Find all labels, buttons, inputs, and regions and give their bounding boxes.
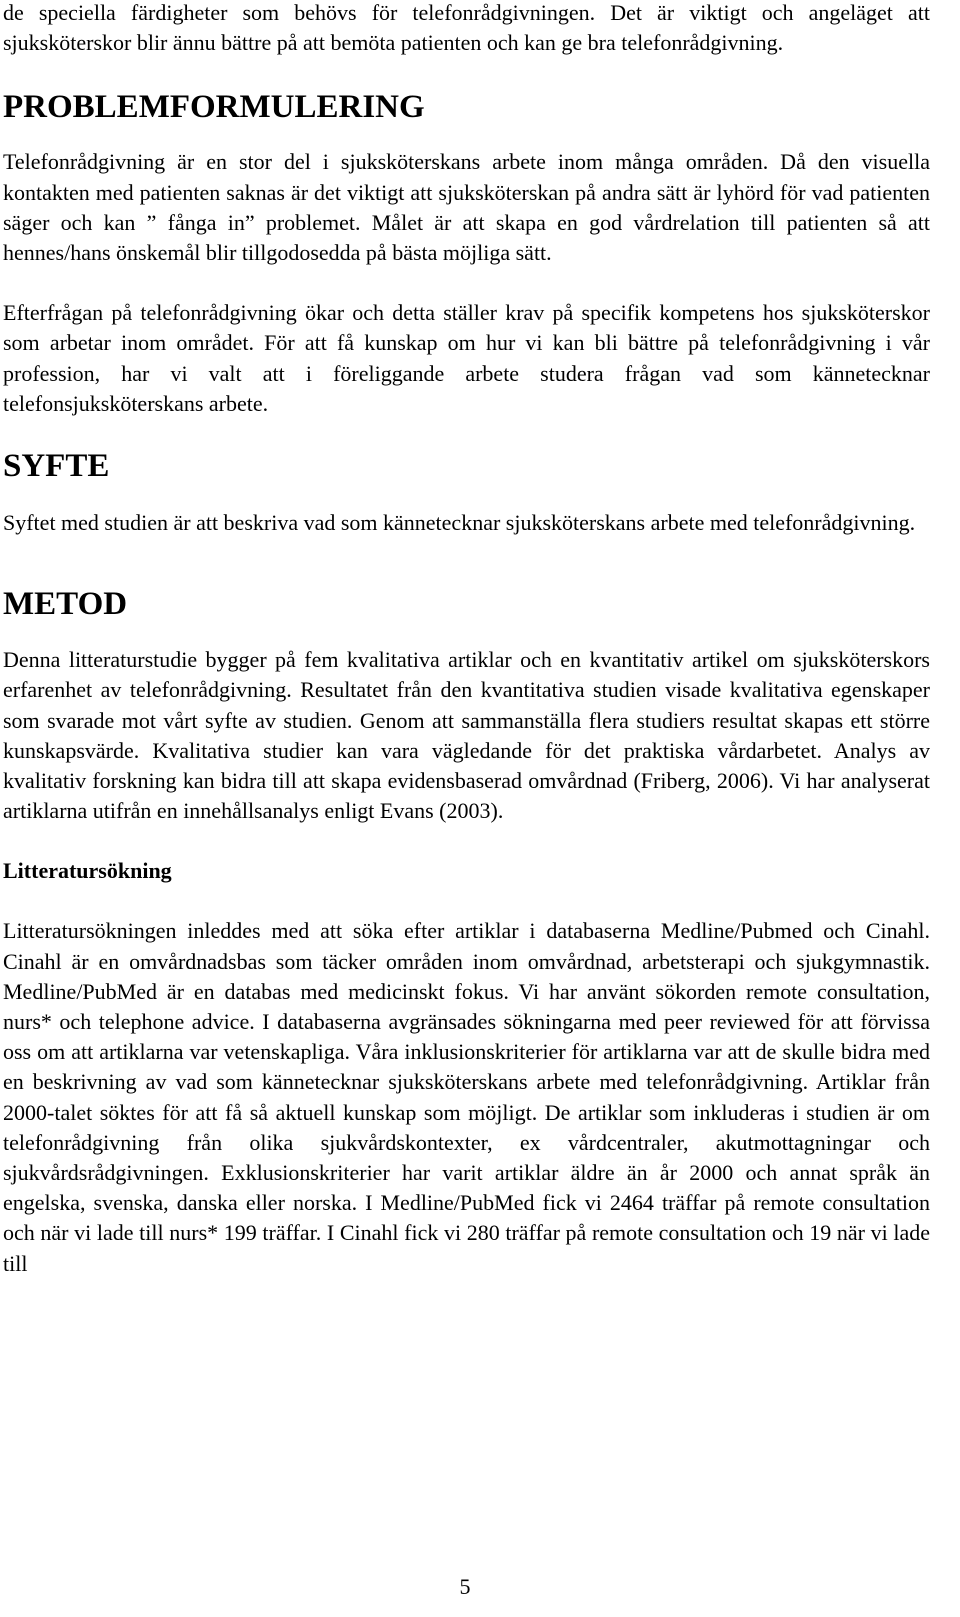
metod-heading: METOD xyxy=(3,586,128,623)
litteratursokning-heading: Litteratursökning xyxy=(3,858,172,884)
metod-paragraph: Denna litteraturstudie bygger på fem kvalitativa artiklar och en kvantitativ artikel om sjuksköterskors erfarenhet av telefonrådgivning. Resultatet från den kvantitativa studien visade kvalitativa egenskaper som svarade mot vårt syfte av studien. Genom att sammanställa flera studiers resultat skapas ett större kunskapsvärde. Kvalitativa studier kan vara vägledande för det praktiska vårdarbetet. Analys av kvalitativ forskning kan bidra till att skapa evidensbaserad omvårdnad (Friberg, 2006). Vi har analyserat artiklarna utifrån en innehållsanalys enligt Evans (2003). xyxy=(3,647,930,824)
problemformulering-heading: PROBLEMFORMULERING xyxy=(3,89,425,126)
problemformulering-paragraph-1: Telefonrådgivning är en stor del i sjuksköterskans arbete inom många områden. Då den visuella kontakten med patienten saknas är det viktigt att sjuksköterskan på andra sätt är lyhörd för vad patienten säger och kan ” fånga in” problemet. Målet är att skapa en god vårdrelation till patienten så att hennes/hans önskemål blir tillgodosedda på bästa möjliga sätt. xyxy=(3,149,930,266)
page-number: 5 xyxy=(459,1574,471,1599)
litteratursokning-paragraph: Litteratursökningen inleddes med att söka efter artiklar i databaserna Medline/Pubmed och Cinahl. Cinahl är en omvårdnadsbas som täcker områden inom omvårdnad, arbetsterapi och sjukgymnastik. Medline/PubMed är en databas med medicinskt fokus. Vi har använt sökorden remote consultation, nurs* och telephone advice. I databaserna avgränsades sökningarna med peer reviewed för att förvissa oss om att artiklarna var vetenskapliga. Våra inklusionskriterier för artiklarna var att de skulle bidra med en beskrivning av vad som kännetecknar sjuksköterskans arbete med telefonrådgivning. Artiklar från 2000-talet söktes för att få så aktuell kunskap som möjligt. De artiklar som inkluderas i studien är om telefonrådgivning från olika sjukvårdskontexter, ex vårdcentraler, akutmottagningar och sjukvårdsrådgivningen. Exklusionskriterier har varit artiklar äldre än år 2000 och annat språk än engelska, svenska, danska eller norska. I Medline/PubMed fick vi 2464 träffar på remote consultation och när vi lade till nurs* 199 träffar. I Cinahl fick vi 280 träffar på remote consultation och 19 när vi lade till xyxy=(3,918,930,1276)
syfte-paragraph: Syftet med studien är att beskriva vad som kännetecknar sjuksköterskans arbete med telefonrådgivning. xyxy=(3,510,916,536)
problemformulering-paragraph-2: Efterfrågan på telefonrådgivning ökar och detta ställer krav på specifik kompetens hos sjuksköterskor som arbetar inom området. För att få kunskap om hur vi kan bli bättre på telefonrådgivning i vår profession, har vi valt att i föreliggande arbete studera frågan vad som kännetecknar telefonsjuksköterskans arbete. xyxy=(3,300,930,416)
syfte-heading: SYFTE xyxy=(3,448,110,485)
intro-paragraph: de speciella färdigheter som behövs för telefonrådgivningen. Det är viktigt och angeläget att sjuksköterskor blir ännu bättre på att bemöta patienten och kan ge bra telefonrådgivning. xyxy=(3,0,930,56)
document-page xyxy=(3,0,930,1279)
